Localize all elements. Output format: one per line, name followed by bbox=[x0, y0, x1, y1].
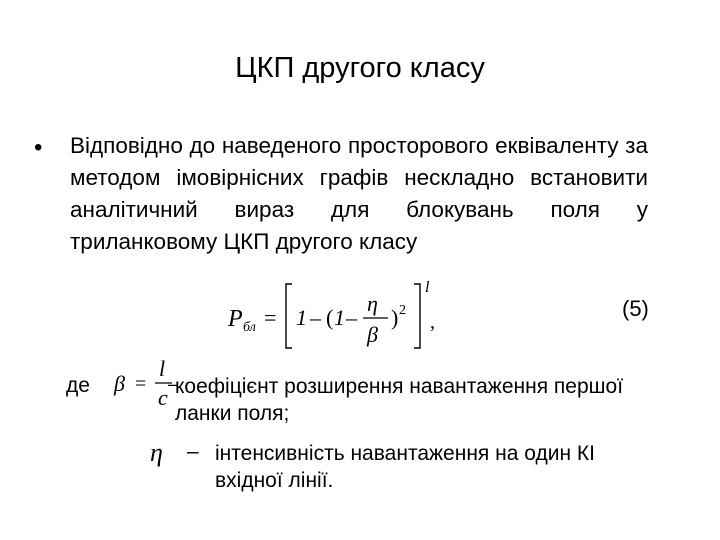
formula-one-a: 1 bbox=[296, 305, 307, 330]
formula-close-paren: ) bbox=[391, 305, 399, 330]
beta-numerator: l bbox=[159, 356, 166, 381]
formula-p: P bbox=[228, 306, 243, 332]
eta-dash: – bbox=[187, 440, 199, 463]
formula-left-bracket bbox=[286, 284, 292, 348]
formula-beta: β bbox=[367, 322, 378, 347]
beta-dash: – bbox=[168, 374, 178, 394]
formula-comma: , bbox=[430, 311, 435, 333]
formula-right-bracket bbox=[414, 284, 420, 348]
formula-one-b: 1 bbox=[334, 305, 345, 330]
formula-equals: = bbox=[264, 305, 277, 330]
bullet-paragraph: Відповідно до наведеного просторового еквіваленту за методом імовірнісних графів нескладно встановити аналітичний вираз для блокувань поля у триланковому ЦКП другого класу bbox=[70, 133, 648, 254]
where-label: де bbox=[66, 374, 90, 397]
bullet-marker: • bbox=[34, 134, 43, 161]
beta-description: коефіцієнт розширення навантаження першої ланки поля; bbox=[175, 375, 624, 425]
slide-title: ЦКП другого класу bbox=[235, 52, 485, 84]
formula-block bbox=[222, 278, 452, 354]
formula-number: (5) bbox=[622, 296, 649, 321]
formula-open-paren: ( bbox=[326, 305, 334, 330]
beta-equals: = bbox=[135, 373, 147, 395]
beta-denominator: c bbox=[158, 385, 168, 410]
beta-symbol: β bbox=[114, 371, 125, 396]
eta-description: інтенсивність навантаження на один КІ вхідної лінії. bbox=[215, 442, 595, 492]
formula-inner-power: 2 bbox=[399, 303, 406, 318]
formula-minus-a: – bbox=[310, 305, 321, 330]
formula-minus-b: – bbox=[346, 305, 357, 330]
eta-symbol: η bbox=[150, 438, 163, 467]
formula-subscript: бл bbox=[243, 320, 256, 335]
beta-definition bbox=[112, 352, 178, 414]
formula-eta: η bbox=[367, 291, 378, 316]
formula-outer-power: l bbox=[425, 279, 430, 296]
